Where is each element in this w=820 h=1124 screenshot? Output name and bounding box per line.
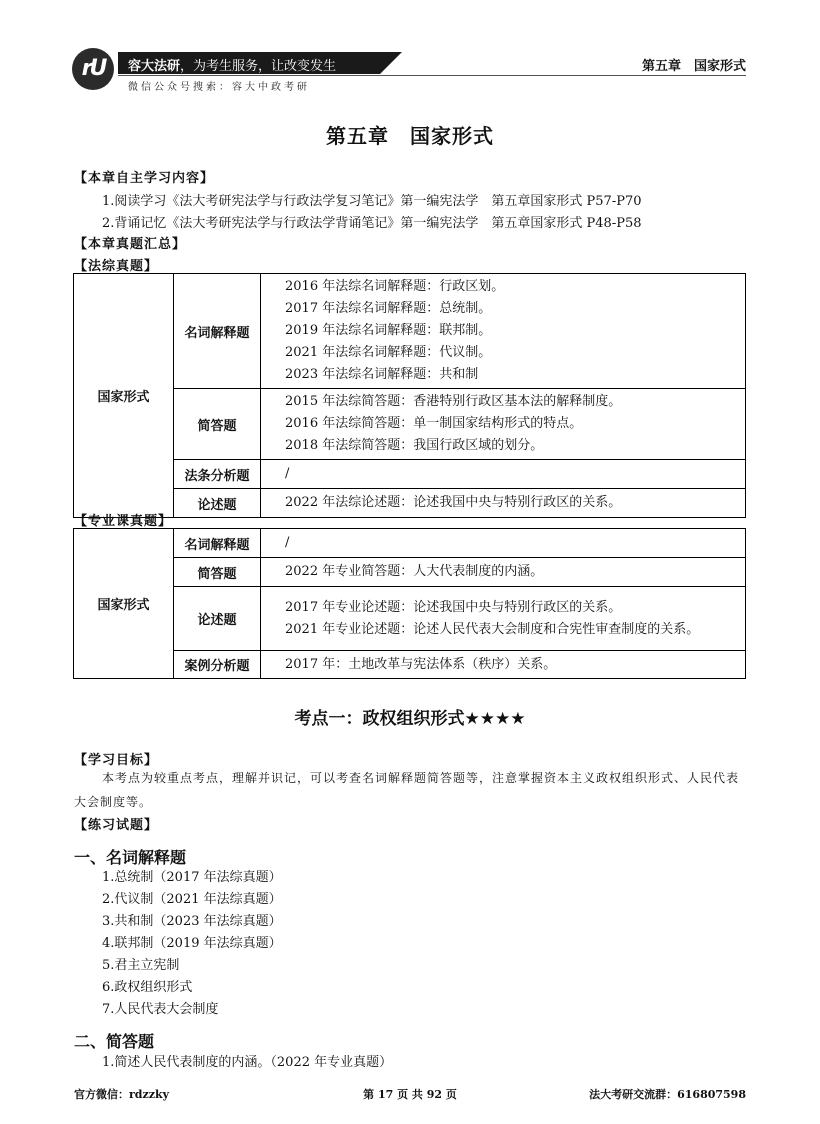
table-row bbox=[74, 460, 746, 489]
page-title: 第五章 国家形式 bbox=[326, 124, 494, 148]
header-rule bbox=[118, 75, 746, 76]
question-line: 2022 年法综论述题：论述我国中央与特别行政区的关系。 bbox=[285, 495, 622, 510]
list-item: 4.联邦制（2019 年法综真题） bbox=[102, 936, 282, 951]
question-type: 简答题 bbox=[174, 389, 261, 460]
list-item: 1.总统制（2017 年法综真题） bbox=[102, 870, 282, 885]
self-study-item-2: 2.背诵记忆《法大考研宪法学与行政法学背诵笔记》第一编宪法学 第五章国家形式 P48-P58 bbox=[102, 216, 642, 231]
header-bar-tip bbox=[380, 52, 402, 74]
question-type: 论述题 bbox=[174, 489, 261, 518]
question-list bbox=[261, 651, 746, 679]
question-type: 案例分析题 bbox=[174, 651, 261, 679]
slogan-brand: 容大法研 bbox=[128, 59, 181, 74]
header-slogan bbox=[128, 55, 336, 74]
part2-heading: 二、简答题 bbox=[74, 1032, 155, 1051]
goal-heading: 【学习目标】 bbox=[74, 753, 159, 768]
question-list bbox=[261, 460, 746, 489]
table-row bbox=[74, 489, 746, 518]
fazong-table bbox=[73, 273, 746, 518]
list-item: 6.政权组织形式 bbox=[102, 980, 193, 995]
question-line: 2015 年法综简答题：香港特别行政区基本法的解释制度。 bbox=[285, 394, 622, 409]
question-list bbox=[261, 558, 746, 587]
zhuanye-table bbox=[73, 528, 746, 679]
zhuanye-heading: 【专业课真题】 bbox=[74, 514, 173, 529]
table-row bbox=[74, 587, 746, 651]
question-list bbox=[261, 587, 746, 651]
list-item: 1.简述人民代表制度的内涵。（2022 年专业真题） bbox=[102, 1055, 393, 1070]
slogan-text: ，为考生服务，让改变发生 bbox=[180, 59, 337, 74]
part1-heading: 一、名词解释题 bbox=[74, 848, 187, 867]
question-line: 2017 年：土地改革与宪法体系（秩序）关系。 bbox=[285, 656, 557, 672]
self-study-item-1: 1.阅读学习《法大考研宪法学与行政法学复习笔记》第一编宪法学 第五章国家形式 P57-P70 bbox=[102, 194, 642, 209]
list-item: 5.君主立宪制 bbox=[102, 958, 180, 973]
question-list bbox=[261, 529, 746, 558]
question-line: 2022 年专业简答题：人大代表制度的内涵。 bbox=[285, 564, 544, 579]
question-line: 2017 年法综名词解释题：总统制。 bbox=[285, 301, 492, 316]
footer-group: 法大考研交流群：616807598 bbox=[589, 1088, 746, 1101]
question-line: / bbox=[285, 535, 290, 550]
brand-logo: rU bbox=[72, 48, 114, 90]
fazong-topic: 国家形式 bbox=[74, 274, 174, 518]
summary-heading: 【本章真题汇总】 bbox=[74, 237, 187, 252]
question-list bbox=[261, 274, 746, 389]
header-subline: 微信公众号搜索：容大中政考研 bbox=[128, 82, 310, 93]
list-item: 7.人民代表大会制度 bbox=[102, 1002, 219, 1017]
footer-page-number: 第 17 页 共 92 页 bbox=[363, 1088, 457, 1101]
table-row bbox=[74, 389, 746, 460]
zhuanye-topic: 国家形式 bbox=[74, 529, 174, 679]
question-line: 2016 年法综名词解释题：行政区划。 bbox=[285, 279, 505, 294]
question-line: 2019 年法综名词解释题：联邦制。 bbox=[285, 323, 492, 338]
question-line: 2021 年专业论述题：论述人民代表大会制度和合宪性审查制度的关系。 bbox=[285, 621, 700, 637]
section-title: 考点一：政权组织形式★★★★ bbox=[294, 709, 526, 729]
question-line: 2018 年法综简答题：我国行政区域的划分。 bbox=[285, 438, 544, 453]
fazong-heading: 【法综真题】 bbox=[74, 259, 159, 274]
page-header bbox=[72, 46, 746, 94]
table-row bbox=[74, 558, 746, 587]
question-line: / bbox=[285, 466, 290, 481]
question-list bbox=[261, 489, 746, 518]
footer-wechat: 官方微信：rdzzky bbox=[74, 1088, 169, 1101]
question-line: 2016 年法综简答题：单一制国家结构形式的特点。 bbox=[285, 416, 583, 431]
question-line: 2023 年法综名词解释题：共和制 bbox=[285, 367, 479, 382]
goal-text: 本考点为较重点考点，理解并识记，可以考查名词解释题简答题等，注意掌握资本主义政权组织形式、人民代表大会制度等。 bbox=[74, 771, 740, 809]
practice-heading: 【练习试题】 bbox=[74, 818, 159, 833]
question-type: 法条分析题 bbox=[174, 460, 261, 489]
list-item: 2.代议制（2021 年法综真题） bbox=[102, 892, 282, 907]
table-row bbox=[74, 651, 746, 679]
list-item: 3.共和制（2023 年法综真题） bbox=[102, 914, 282, 929]
question-type: 名词解释题 bbox=[174, 529, 261, 558]
question-type: 简答题 bbox=[174, 558, 261, 587]
table-row bbox=[74, 529, 746, 558]
question-line: 2017 年专业论述题：论述我国中央与特别行政区的关系。 bbox=[285, 599, 622, 615]
question-list bbox=[261, 389, 746, 460]
table-row bbox=[74, 274, 746, 389]
question-line: 2021 年法综名词解释题：代议制。 bbox=[285, 345, 492, 360]
question-type: 名词解释题 bbox=[174, 274, 261, 389]
header-chapter: 第五章 国家形式 bbox=[641, 59, 746, 74]
self-study-heading: 【本章自主学习内容】 bbox=[74, 171, 215, 186]
question-type: 论述题 bbox=[174, 587, 261, 651]
